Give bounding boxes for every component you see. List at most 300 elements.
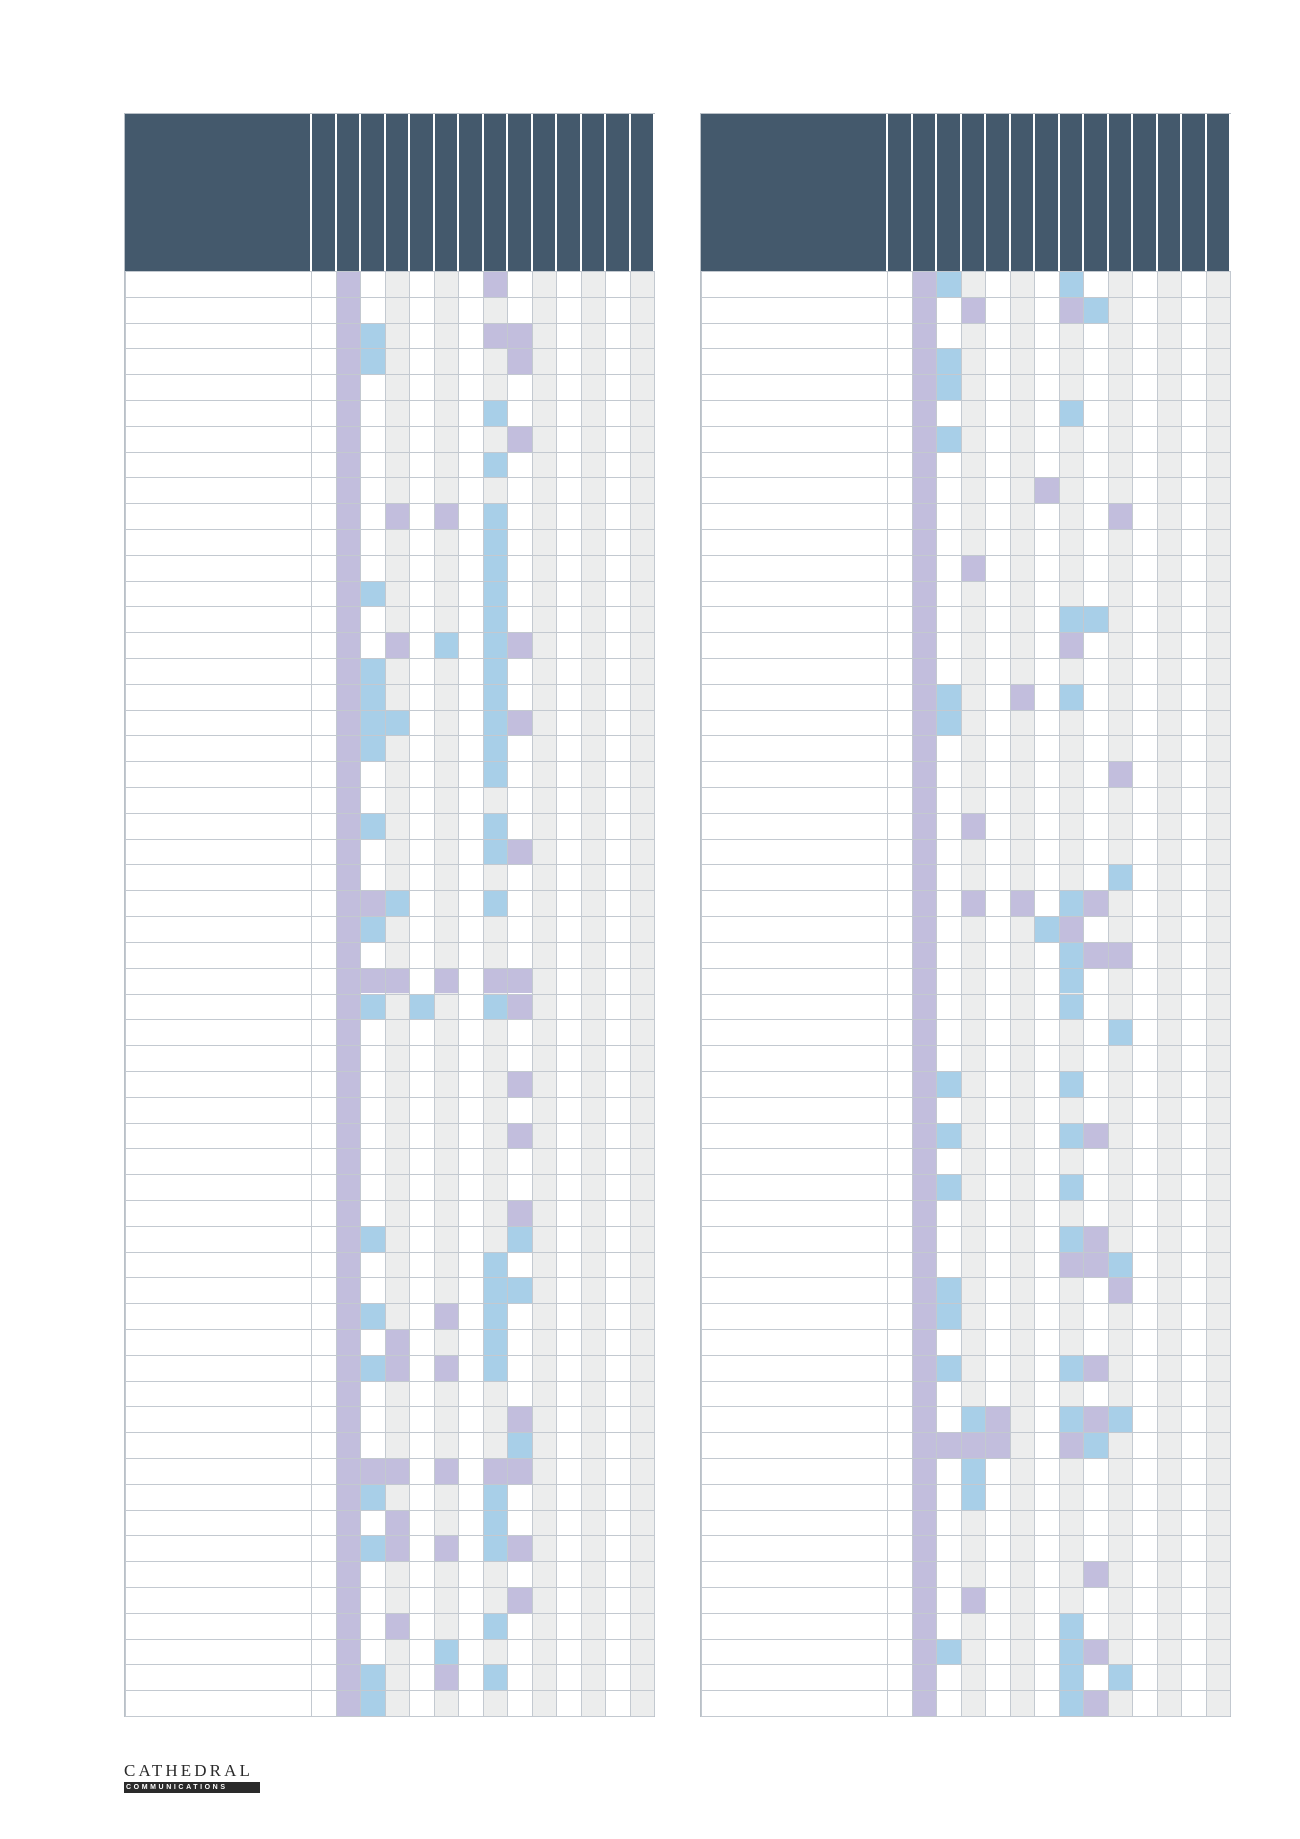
matrix-cell bbox=[1059, 1174, 1084, 1200]
matrix-cell bbox=[360, 1458, 385, 1484]
row-rule bbox=[125, 452, 654, 453]
matrix-cell bbox=[360, 1226, 385, 1252]
matrix-cell bbox=[483, 400, 508, 426]
row-rule bbox=[125, 1148, 654, 1149]
column-rule bbox=[458, 271, 459, 1716]
matrix-cell bbox=[936, 710, 961, 736]
matrix-cell bbox=[1083, 1252, 1108, 1278]
header-column-separator bbox=[886, 114, 888, 271]
column-rule bbox=[985, 271, 986, 1716]
matrix-cell bbox=[961, 1406, 986, 1432]
matrix-cell bbox=[483, 1535, 508, 1561]
header-column-separator bbox=[1180, 114, 1182, 271]
column-rule bbox=[556, 271, 557, 1716]
row-rule bbox=[125, 426, 654, 427]
row-rule bbox=[701, 426, 1230, 427]
matrix-cell bbox=[483, 452, 508, 478]
header-column-separator bbox=[580, 114, 582, 271]
row-rule bbox=[125, 477, 654, 478]
matrix-cell bbox=[1083, 606, 1108, 632]
matrix-cell bbox=[1108, 1664, 1133, 1690]
column-rule bbox=[1157, 271, 1158, 1716]
matrix-cell bbox=[434, 632, 459, 658]
column-rule bbox=[936, 271, 937, 1716]
row-rule bbox=[701, 994, 1230, 995]
row-rule bbox=[125, 1045, 654, 1046]
matrix-cell bbox=[1034, 477, 1059, 503]
matrix-cell bbox=[385, 1510, 410, 1536]
row-rule bbox=[701, 1200, 1230, 1201]
row-rule bbox=[701, 710, 1230, 711]
matrix-cell bbox=[961, 1484, 986, 1510]
column-rule bbox=[581, 271, 582, 1716]
matrix-cell bbox=[385, 503, 410, 529]
row-rule bbox=[701, 1690, 1230, 1691]
row-rule bbox=[125, 864, 654, 865]
row-rule bbox=[701, 1329, 1230, 1330]
row-rule bbox=[125, 761, 654, 762]
row-rule bbox=[701, 1484, 1230, 1485]
matrix-cell bbox=[483, 1664, 508, 1690]
matrix-cell bbox=[507, 426, 532, 452]
matrix-cell bbox=[1059, 1639, 1084, 1665]
matrix-cell bbox=[360, 994, 385, 1020]
column-rule bbox=[912, 271, 913, 1716]
matrix-cell bbox=[483, 271, 508, 297]
column-rule bbox=[1083, 271, 1084, 1716]
matrix-cell bbox=[1083, 942, 1108, 968]
matrix-cell bbox=[936, 271, 961, 297]
matrix-cell bbox=[483, 968, 508, 994]
header-column-separator bbox=[1131, 114, 1133, 271]
matrix-cell bbox=[483, 735, 508, 761]
row-rule bbox=[701, 297, 1230, 298]
header-column-separator bbox=[1009, 114, 1011, 271]
matrix-cell bbox=[507, 839, 532, 865]
column-rule bbox=[630, 271, 631, 1716]
row-rule bbox=[125, 710, 654, 711]
row-rule bbox=[125, 581, 654, 582]
matrix-cell bbox=[936, 1277, 961, 1303]
matrix-cell bbox=[1083, 1639, 1108, 1665]
row-rule bbox=[125, 787, 654, 788]
matrix-table-left bbox=[124, 113, 655, 1717]
matrix-cell bbox=[1108, 503, 1133, 529]
header-column-separator bbox=[1205, 114, 1207, 271]
matrix-cell bbox=[507, 968, 532, 994]
header-column-separator bbox=[310, 114, 312, 271]
matrix-cell bbox=[985, 1406, 1010, 1432]
row-rule bbox=[701, 1432, 1230, 1433]
matrix-cell bbox=[360, 1355, 385, 1381]
row-rule bbox=[125, 1355, 654, 1356]
row-rule bbox=[125, 916, 654, 917]
matrix-cell bbox=[483, 994, 508, 1020]
matrix-cell bbox=[1059, 994, 1084, 1020]
row-rule bbox=[701, 1277, 1230, 1278]
column-rule bbox=[507, 271, 508, 1716]
header-column-separator bbox=[960, 114, 962, 271]
row-rule bbox=[701, 1381, 1230, 1382]
row-rule bbox=[125, 1071, 654, 1072]
matrix-cell bbox=[385, 1613, 410, 1639]
column-rule bbox=[434, 271, 435, 1716]
matrix-cell bbox=[1059, 968, 1084, 994]
row-rule bbox=[701, 271, 1230, 272]
header-column-separator bbox=[911, 114, 913, 271]
matrix-cell bbox=[360, 1303, 385, 1329]
row-rule bbox=[701, 452, 1230, 453]
row-rule bbox=[125, 1716, 654, 1717]
header-column-separator bbox=[359, 114, 361, 271]
row-rule bbox=[125, 658, 654, 659]
column-rule bbox=[483, 271, 484, 1716]
matrix-cell bbox=[1059, 1664, 1084, 1690]
column-rule bbox=[1059, 271, 1060, 1716]
row-rule bbox=[701, 374, 1230, 375]
matrix-cell bbox=[1083, 1561, 1108, 1587]
row-rule bbox=[125, 1019, 654, 1020]
matrix-cell bbox=[1059, 1613, 1084, 1639]
matrix-cell bbox=[507, 1535, 532, 1561]
row-rule bbox=[125, 1252, 654, 1253]
matrix-cell bbox=[936, 684, 961, 710]
table-grid-left bbox=[125, 271, 654, 1716]
header-column-separator bbox=[531, 114, 533, 271]
header-column-separator bbox=[457, 114, 459, 271]
header-column-separator bbox=[1082, 114, 1084, 271]
matrix-cell bbox=[483, 684, 508, 710]
row-rule bbox=[701, 968, 1230, 969]
matrix-cell bbox=[1059, 1071, 1084, 1097]
column-rule bbox=[311, 271, 312, 1716]
matrix-cell bbox=[360, 813, 385, 839]
row-rule bbox=[701, 787, 1230, 788]
matrix-cell bbox=[483, 1458, 508, 1484]
row-rule bbox=[701, 1148, 1230, 1149]
matrix-cell bbox=[1059, 1226, 1084, 1252]
row-rule bbox=[701, 477, 1230, 478]
matrix-cell bbox=[507, 348, 532, 374]
matrix-cell bbox=[1059, 606, 1084, 632]
header-column-separator bbox=[1107, 114, 1109, 271]
matrix-cell bbox=[483, 1510, 508, 1536]
matrix-cell bbox=[507, 1458, 532, 1484]
matrix-cell bbox=[936, 1071, 961, 1097]
matrix-cell bbox=[936, 1123, 961, 1149]
matrix-cell bbox=[360, 1664, 385, 1690]
row-rule bbox=[701, 813, 1230, 814]
row-rule bbox=[701, 1045, 1230, 1046]
matrix-cell bbox=[961, 555, 986, 581]
header-column-separator bbox=[935, 114, 937, 271]
matrix-cell bbox=[1059, 890, 1084, 916]
column-rule bbox=[360, 271, 361, 1716]
row-rule bbox=[125, 942, 654, 943]
row-rule bbox=[701, 348, 1230, 349]
row-rule bbox=[701, 400, 1230, 401]
row-rule bbox=[125, 529, 654, 530]
row-rule bbox=[125, 1690, 654, 1691]
matrix-cell bbox=[434, 1664, 459, 1690]
matrix-cell bbox=[1083, 297, 1108, 323]
matrix-cell bbox=[961, 1458, 986, 1484]
row-rule bbox=[125, 1123, 654, 1124]
row-rule bbox=[125, 374, 654, 375]
matrix-cell bbox=[961, 1432, 986, 1458]
matrix-cell bbox=[1108, 761, 1133, 787]
row-rule bbox=[701, 1303, 1230, 1304]
row-rule bbox=[125, 555, 654, 556]
column-rule bbox=[1034, 271, 1035, 1716]
row-rule bbox=[701, 1510, 1230, 1511]
row-rule bbox=[701, 761, 1230, 762]
matrix-cell bbox=[1059, 1690, 1084, 1716]
matrix-cell bbox=[507, 1123, 532, 1149]
row-rule bbox=[701, 529, 1230, 530]
matrix-cell bbox=[409, 994, 434, 1020]
header-column-separator bbox=[1229, 114, 1231, 271]
column-rule bbox=[654, 271, 655, 1716]
matrix-cell bbox=[483, 890, 508, 916]
matrix-cell bbox=[1010, 684, 1035, 710]
matrix-cell bbox=[1059, 1252, 1084, 1278]
matrix-cell bbox=[936, 1639, 961, 1665]
row-rule bbox=[701, 323, 1230, 324]
row-rule bbox=[125, 1174, 654, 1175]
header-column-separator bbox=[335, 114, 337, 271]
row-rule bbox=[125, 1613, 654, 1614]
matrix-cell bbox=[360, 1690, 385, 1716]
row-rule bbox=[701, 1019, 1230, 1020]
matrix-cell bbox=[360, 890, 385, 916]
column-rule bbox=[125, 271, 126, 1716]
column-rule bbox=[605, 271, 606, 1716]
row-rule bbox=[125, 323, 654, 324]
matrix-cell bbox=[1108, 1406, 1133, 1432]
matrix-cell bbox=[507, 710, 532, 736]
row-rule bbox=[701, 1639, 1230, 1640]
matrix-cell bbox=[507, 1277, 532, 1303]
matrix-cell bbox=[385, 1355, 410, 1381]
row-rule bbox=[125, 271, 654, 272]
header-column-separator bbox=[653, 114, 655, 271]
matrix-cell bbox=[961, 890, 986, 916]
matrix-cell bbox=[936, 1303, 961, 1329]
matrix-cell bbox=[483, 1277, 508, 1303]
matrix-cell bbox=[1083, 1690, 1108, 1716]
column-rule bbox=[409, 271, 410, 1716]
matrix-cell bbox=[1059, 1432, 1084, 1458]
row-rule bbox=[701, 1226, 1230, 1227]
row-rule bbox=[125, 1381, 654, 1382]
row-rule bbox=[125, 994, 654, 995]
matrix-cell bbox=[1059, 297, 1084, 323]
matrix-cell bbox=[1059, 684, 1084, 710]
row-rule bbox=[125, 348, 654, 349]
row-rule bbox=[125, 1535, 654, 1536]
matrix-cell bbox=[483, 813, 508, 839]
row-rule bbox=[125, 1510, 654, 1511]
matrix-cell bbox=[1108, 1277, 1133, 1303]
matrix-cell bbox=[483, 1329, 508, 1355]
row-rule bbox=[701, 916, 1230, 917]
matrix-cell bbox=[385, 1535, 410, 1561]
row-rule bbox=[125, 813, 654, 814]
row-rule bbox=[125, 735, 654, 736]
header-column-separator bbox=[984, 114, 986, 271]
matrix-cell bbox=[434, 503, 459, 529]
row-rule bbox=[701, 1561, 1230, 1562]
row-rule bbox=[125, 890, 654, 891]
matrix-cell bbox=[507, 323, 532, 349]
row-rule bbox=[125, 400, 654, 401]
header-column-separator bbox=[1033, 114, 1035, 271]
column-rule bbox=[1206, 271, 1207, 1716]
row-rule bbox=[701, 1587, 1230, 1588]
header-column-separator bbox=[384, 114, 386, 271]
row-rule bbox=[701, 864, 1230, 865]
row-rule bbox=[125, 1303, 654, 1304]
matrix-cell bbox=[507, 1226, 532, 1252]
row-rule bbox=[701, 581, 1230, 582]
matrix-cell bbox=[434, 1535, 459, 1561]
row-rule bbox=[125, 1561, 654, 1562]
matrix-cell bbox=[1059, 1355, 1084, 1381]
matrix-cell bbox=[483, 1355, 508, 1381]
matrix-cell bbox=[1083, 1432, 1108, 1458]
matrix-cell bbox=[1034, 916, 1059, 942]
row-rule bbox=[701, 1355, 1230, 1356]
matrix-cell bbox=[483, 761, 508, 787]
column-rule bbox=[701, 271, 702, 1716]
matrix-cell bbox=[936, 1432, 961, 1458]
matrix-cell bbox=[434, 1303, 459, 1329]
matrix-cell bbox=[936, 348, 961, 374]
matrix-cell bbox=[360, 658, 385, 684]
row-rule bbox=[701, 632, 1230, 633]
row-rule bbox=[125, 1664, 654, 1665]
column-rule bbox=[1010, 271, 1011, 1716]
header-column-separator bbox=[604, 114, 606, 271]
matrix-cell bbox=[483, 1613, 508, 1639]
matrix-cell bbox=[936, 1355, 961, 1381]
matrix-cell bbox=[360, 1484, 385, 1510]
row-rule bbox=[125, 1432, 654, 1433]
matrix-cell bbox=[360, 916, 385, 942]
row-rule bbox=[125, 968, 654, 969]
matrix-cell bbox=[1059, 1406, 1084, 1432]
publisher-logo bbox=[124, 1762, 264, 1793]
header-column-separator bbox=[1156, 114, 1158, 271]
row-rule bbox=[125, 1097, 654, 1098]
column-rule bbox=[532, 271, 533, 1716]
row-rule bbox=[701, 1664, 1230, 1665]
column-rule bbox=[1181, 271, 1182, 1716]
matrix-cell bbox=[961, 813, 986, 839]
row-rule bbox=[125, 1458, 654, 1459]
row-rule bbox=[125, 297, 654, 298]
matrix-cell bbox=[1108, 1252, 1133, 1278]
column-rule bbox=[961, 271, 962, 1716]
matrix-cell bbox=[507, 1200, 532, 1226]
matrix-cell bbox=[360, 710, 385, 736]
matrix-cell bbox=[1083, 890, 1108, 916]
row-rule bbox=[125, 1200, 654, 1201]
matrix-cell bbox=[507, 1587, 532, 1613]
matrix-cell bbox=[1083, 1123, 1108, 1149]
table-grid-right bbox=[701, 271, 1230, 1716]
row-rule bbox=[125, 1587, 654, 1588]
header-column-separator bbox=[1058, 114, 1060, 271]
matrix-cell bbox=[483, 529, 508, 555]
row-rule bbox=[701, 890, 1230, 891]
matrix-cell bbox=[507, 994, 532, 1020]
row-rule bbox=[701, 735, 1230, 736]
row-rule bbox=[701, 942, 1230, 943]
row-rule bbox=[701, 1535, 1230, 1536]
table-header-band-left bbox=[125, 114, 654, 271]
row-rule bbox=[701, 839, 1230, 840]
row-rule bbox=[125, 1639, 654, 1640]
column-rule bbox=[1132, 271, 1133, 1716]
row-rule bbox=[701, 503, 1230, 504]
matrix-cell bbox=[360, 968, 385, 994]
matrix-cell bbox=[483, 632, 508, 658]
matrix-cell bbox=[1083, 1406, 1108, 1432]
row-rule bbox=[701, 1097, 1230, 1098]
header-column-separator bbox=[555, 114, 557, 271]
matrix-cell bbox=[483, 658, 508, 684]
matrix-cell bbox=[1108, 864, 1133, 890]
matrix-cell bbox=[483, 606, 508, 632]
matrix-cell bbox=[483, 555, 508, 581]
matrix-cell bbox=[483, 1484, 508, 1510]
matrix-cell bbox=[507, 1071, 532, 1097]
row-rule bbox=[701, 1613, 1230, 1614]
row-rule bbox=[125, 632, 654, 633]
logo-subtitle: COMMUNICATIONS bbox=[126, 1784, 228, 1791]
matrix-cell bbox=[961, 297, 986, 323]
matrix-table-right bbox=[700, 113, 1231, 1717]
matrix-cell bbox=[385, 632, 410, 658]
matrix-cell bbox=[483, 323, 508, 349]
row-rule bbox=[701, 606, 1230, 607]
matrix-cell bbox=[936, 426, 961, 452]
header-column-separator bbox=[506, 114, 508, 271]
row-rule bbox=[701, 684, 1230, 685]
row-rule bbox=[125, 1329, 654, 1330]
row-rule bbox=[125, 1226, 654, 1227]
matrix-cell bbox=[1059, 632, 1084, 658]
matrix-cell bbox=[385, 890, 410, 916]
matrix-cell bbox=[385, 1329, 410, 1355]
row-rule bbox=[125, 684, 654, 685]
matrix-cell bbox=[434, 1458, 459, 1484]
matrix-cell bbox=[1108, 942, 1133, 968]
matrix-cell bbox=[1083, 1226, 1108, 1252]
column-rule bbox=[1108, 271, 1109, 1716]
row-rule bbox=[701, 1071, 1230, 1072]
row-rule bbox=[701, 1458, 1230, 1459]
matrix-cell bbox=[434, 1639, 459, 1665]
row-rule bbox=[125, 839, 654, 840]
matrix-cell bbox=[483, 710, 508, 736]
matrix-cell bbox=[360, 1535, 385, 1561]
matrix-cell bbox=[483, 1303, 508, 1329]
matrix-cell bbox=[936, 1174, 961, 1200]
matrix-cell bbox=[360, 581, 385, 607]
